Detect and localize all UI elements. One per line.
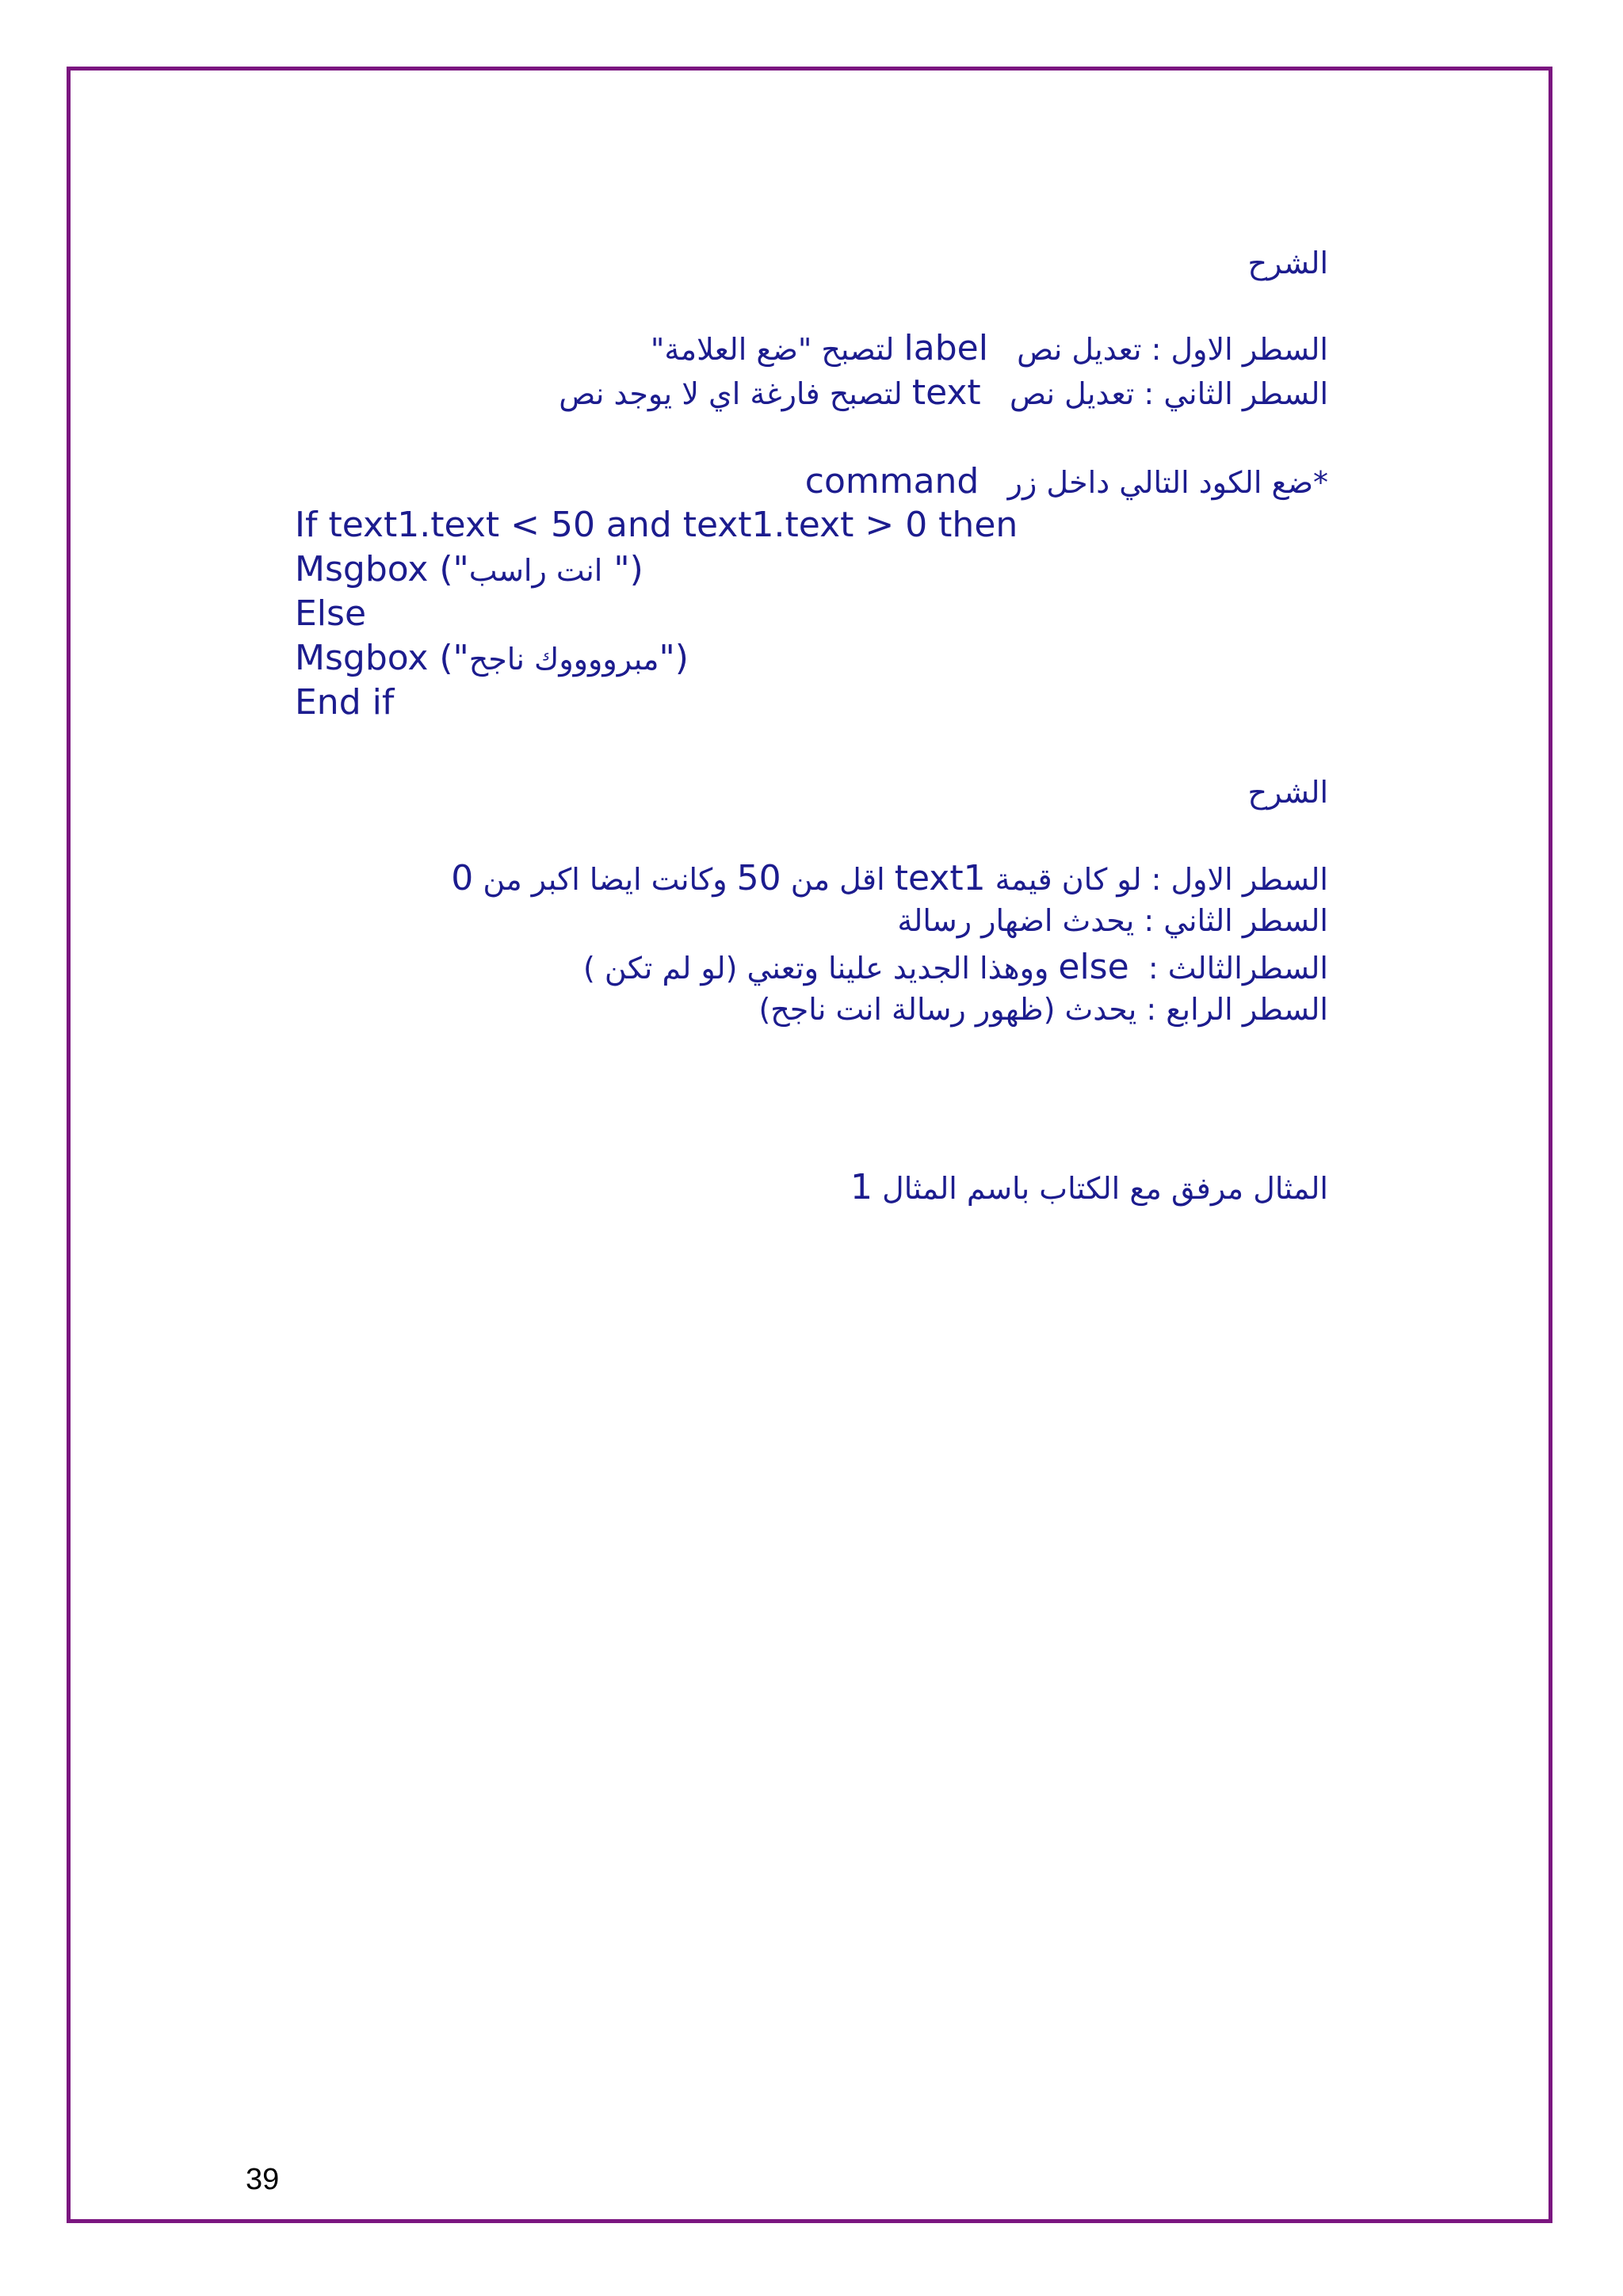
section2-line3: السطرالثالث : else ووهذا الجديد علينا وتعني (لو لم تكن ) [582,947,1328,987]
page-number: 39 [246,2163,280,2196]
code-line-5: End if [295,682,395,723]
instruction-line: *ضع الكود التالي داخل زر command [804,461,1328,502]
section2-line2: السطر الثاني : يحدث اضهار رسالة [897,903,1328,938]
code-line-2: Msgbox ("انت راسب ") [295,549,643,589]
code-line-1: If text1.text < 50 and text1.text > 0 then [295,505,1018,545]
section2-line4: السطر الرابع : يحدث (ظهور رسالة انت ناجح) [758,992,1328,1027]
section2-line1: السطر الاول : لو كان قيمة text1 اقل من 50 وكانت ايضا اكبر من 0 [451,858,1328,898]
section1-line2: السطر الثاني : تعديل نص text لتصبح فارغة اي لا يوجد نص [559,372,1328,413]
section2-heading: الشرح [1247,775,1328,810]
example-attached-note: المثال مرفق مع الكتاب باسم المثال 1 [850,1167,1328,1207]
section1-heading: الشرح [1247,246,1328,280]
code-line-4: Msgbox ("مبرووووك ناجح") [295,638,689,678]
code-line-3: Else [295,593,367,634]
section1-line1: السطر الاول : تعديل نص label لتصبح "ضع العلامة" [650,328,1328,368]
